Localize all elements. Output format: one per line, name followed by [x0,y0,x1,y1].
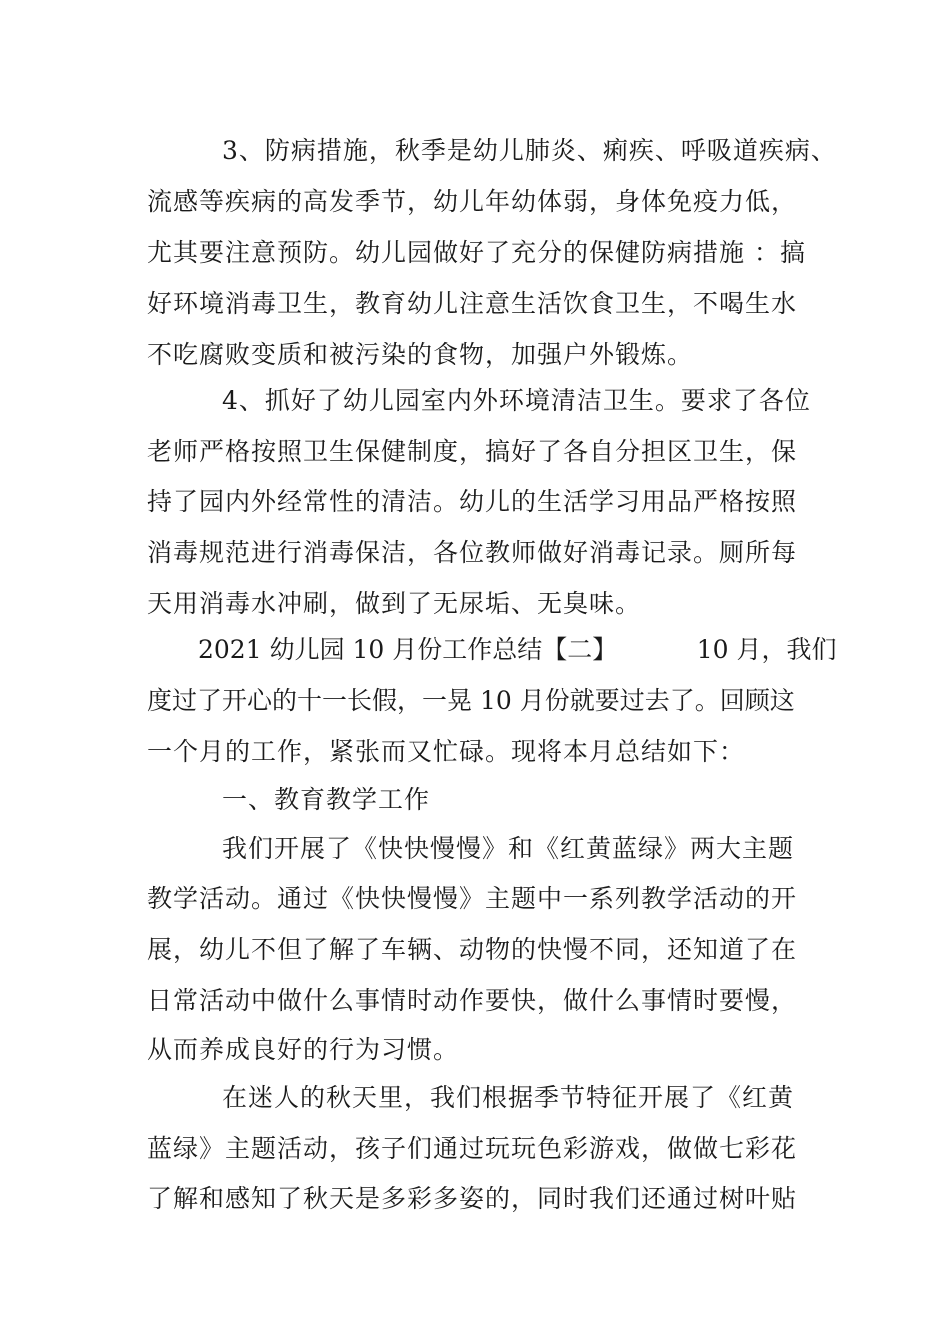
text-line: 一个月的工作，紧张而又忙碌。现将本月总结如下： [147,737,746,766]
text-line: 持了园内外经常性的清洁。幼儿的生活学习用品严格按照 [147,487,798,516]
text-line: 老师严格按照卫生保健制度，搞好了各自分担区卫生，保 [147,437,798,466]
text-line: 教学活动。通过《快快慢慢》主题中一系列教学活动的开 [147,884,798,913]
text-line: 不吃腐败变质和被污染的食物，加强户外锻炼。 [147,340,694,369]
text-line: 展，幼儿不但了解了车辆、动物的快慢不同，还知道了在 [147,935,798,964]
text-line: 3、防病措施，秋季是幼儿肺炎、痢疾、呼吸道疾病、 [222,136,837,165]
text-line: 我们开展了《快快慢慢》和《红黄蓝绿》两大主题 [222,834,795,863]
text-line: 日常活动中做什么事情时动作要快，做什么事情时要慢， [147,986,798,1015]
text-line: 好环境消毒卫生，教育幼儿注意生活饮食卫生，不喝生水 [147,289,798,318]
text-line: 在迷人的秋天里，我们根据季节特征开展了《红黄 [222,1083,795,1112]
text-line: 从而养成良好的行为习惯。 [147,1035,460,1064]
text-line: 天用消毒水冲刷，做到了无尿垢、无臭味。 [147,589,642,618]
section-heading-line: 2021 幼儿园 10 月份工作总结【二】 10 月，我们 [198,635,837,664]
text-line: 蓝绿》主题活动，孩子们通过玩玩色彩游戏，做做七彩花 [147,1134,798,1163]
text-line: 度过了开心的十一长假，一晃 10 月份就要过去了。回顾这 [147,686,795,715]
text-line: 消毒规范进行消毒保洁，各位教师做好消毒记录。厕所每 [147,538,798,567]
section-title: 一、教育教学工作 [222,785,431,814]
text-line: 流感等疾病的高发季节，幼儿年幼体弱，身体免疫力低， [147,187,798,216]
text-line: 尤其要注意预防。幼儿园做好了充分的保健防病措施 ：搞 [147,238,806,267]
text-line: 4、抓好了幼儿园室内外环境清洁卫生。要求了各位 [222,386,811,415]
text-line: 了解和感知了秋天是多彩多姿的，同时我们还通过树叶贴 [147,1184,798,1213]
